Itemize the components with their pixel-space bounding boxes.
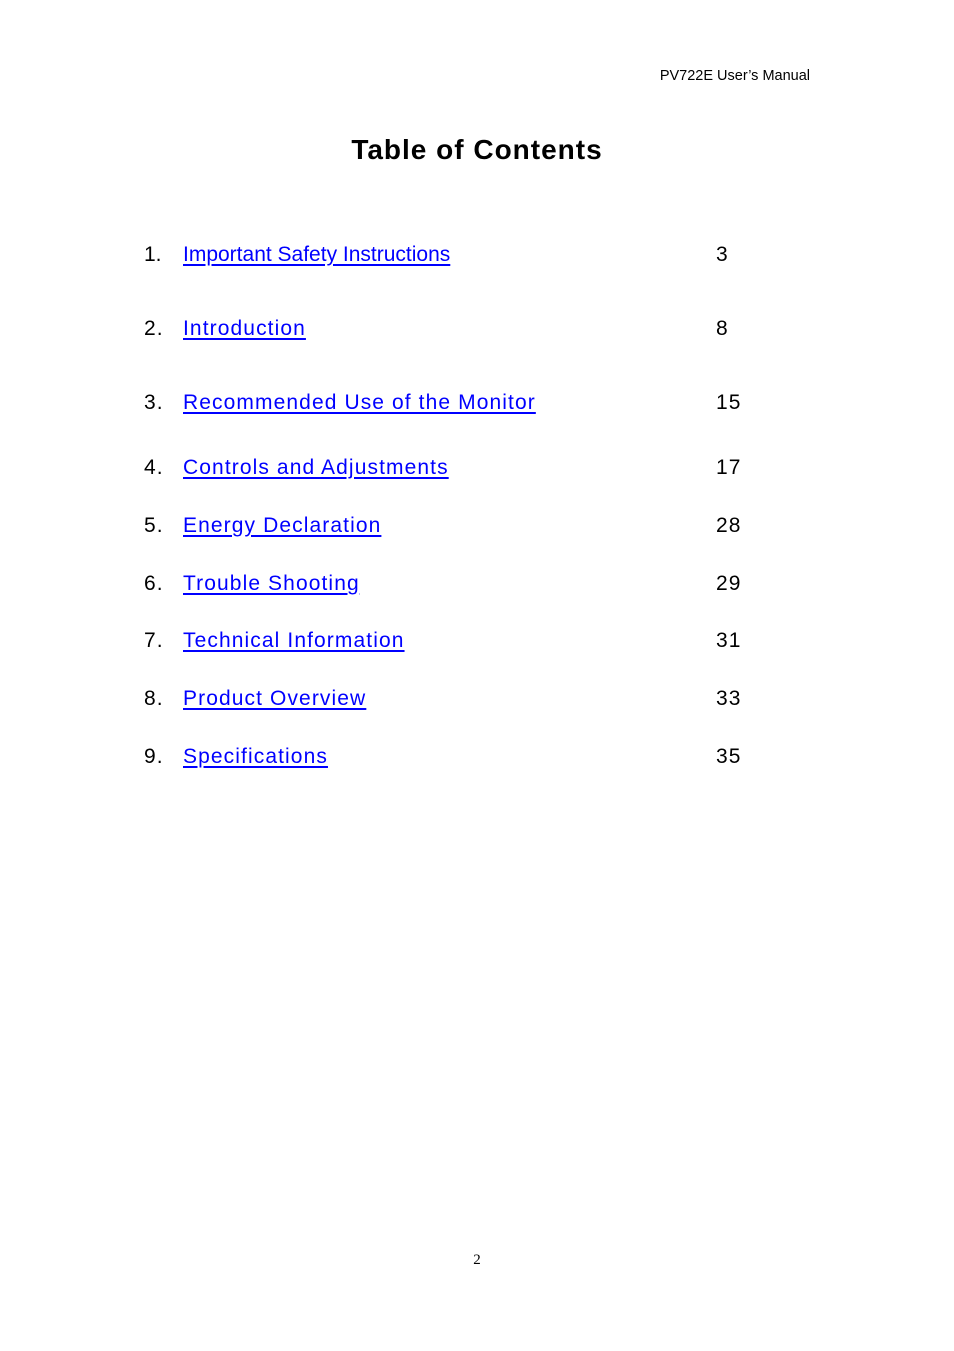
toc-entry-page: 8	[716, 317, 729, 340]
page-title: Table of Contents	[351, 134, 603, 165]
toc-link-safety-instructions[interactable]: Important Safety Instructions	[183, 243, 451, 266]
toc-link-energy-declaration[interactable]: Energy Declaration	[183, 514, 382, 537]
toc-entry-number: 2.	[144, 317, 164, 340]
toc-entry-number: 5.	[144, 514, 164, 537]
toc-entry-number: 9.	[144, 745, 164, 768]
toc-link-recommended-use[interactable]: Recommended Use of the Monitor	[183, 391, 536, 414]
toc-entry-number: 4.	[144, 456, 164, 479]
toc-entry-technical-information	[0, 629, 954, 659]
toc-entry-number: 3.	[144, 391, 164, 414]
toc-link-specifications[interactable]: Specifications	[183, 745, 328, 768]
running-header: PV722E User’s Manual	[659, 68, 810, 84]
toc-entry-safety-instructions	[0, 243, 954, 273]
toc-link-trouble-shooting[interactable]: Trouble Shooting	[183, 572, 360, 595]
page-number: 2	[473, 1252, 481, 1268]
toc-entry-page: 35	[716, 745, 742, 768]
toc-entry-trouble-shooting	[0, 572, 954, 602]
toc-link-introduction[interactable]: Introduction	[183, 317, 306, 340]
toc-entry-page: 15	[716, 391, 742, 414]
toc-entry-number: 6.	[144, 572, 164, 595]
toc-entry-recommended-use	[0, 391, 954, 421]
toc-entry-specifications	[0, 745, 954, 775]
toc-entry-page: 29	[716, 572, 742, 595]
toc-entry-product-overview	[0, 687, 954, 717]
toc-entry-energy-declaration	[0, 514, 954, 544]
toc-link-product-overview[interactable]: Product Overview	[183, 687, 367, 710]
toc-entry-number: 7.	[144, 629, 164, 652]
toc-entry-number: 8.	[144, 687, 164, 710]
toc-entry-page: 31	[716, 629, 742, 652]
toc-link-controls-adjustments[interactable]: Controls and Adjustments	[183, 456, 449, 479]
toc-entry-controls-adjustments	[0, 456, 954, 486]
toc-entry-page: 17	[716, 456, 742, 479]
toc-entry-page: 3	[716, 243, 728, 266]
toc-entry-number: 1.	[144, 243, 162, 266]
toc-entry-page: 33	[716, 687, 742, 710]
toc-entry-introduction	[0, 317, 954, 347]
toc-link-technical-information[interactable]: Technical Information	[183, 629, 405, 652]
toc-entry-page: 28	[716, 514, 742, 537]
